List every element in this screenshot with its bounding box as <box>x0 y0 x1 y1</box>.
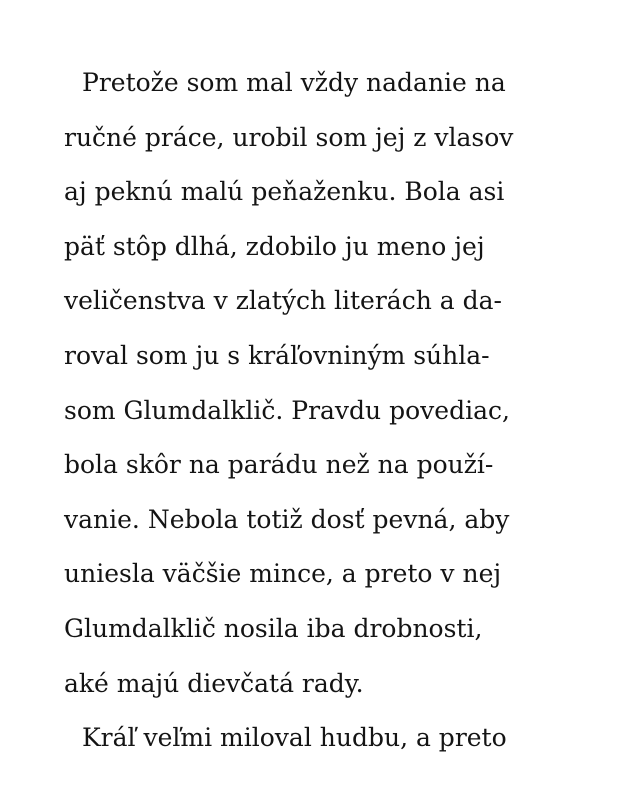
text-line: aké majú dievčatá rady. <box>64 668 364 698</box>
text-line: roval som ju s kráľovniným súhla- <box>64 340 490 370</box>
text-line: aj peknú malú peňaženku. Bola asi <box>64 177 505 207</box>
text-line: Kráľ veľmi miloval hudbu, a preto <box>82 723 507 753</box>
text-line: Pretože som mal vždy nadanie na <box>82 68 506 97</box>
text-line: bola skôr na parádu než na použí- <box>64 450 494 480</box>
text-line: som Glumdalklič. Pravdu povediac, <box>64 395 510 425</box>
text-line: Glumdalklič nosila iba drobnosti, <box>64 613 483 643</box>
text-line: ručné práce, urobil som jej z vlasov <box>64 122 514 152</box>
body-text <box>64 56 584 766</box>
text-line: päť stôp dlhá, zdobilo ju meno jej <box>64 231 485 261</box>
text-line: veličenstva v zlatých literách a da- <box>64 286 502 316</box>
text-line: uniesla väčšie mince, a preto v nej <box>64 559 502 589</box>
text-line: vanie. Nebola totiž dosť pevná, aby <box>64 504 510 534</box>
